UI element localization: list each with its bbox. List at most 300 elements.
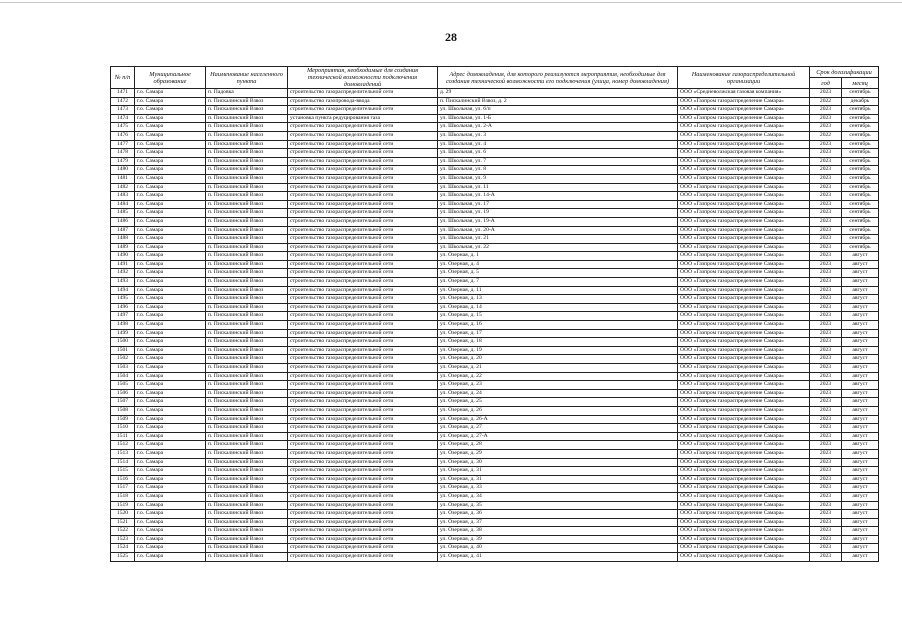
year-cell: 2023 [810, 329, 842, 338]
municipality-cell: г.о. Самара [135, 123, 206, 132]
month-cell: август [842, 406, 879, 415]
address-cell: ул. Озерная, д. 1 [438, 252, 678, 261]
measure-cell: строительство газораспределительной сети [288, 217, 438, 226]
organization-cell: ООО «Газпром газораспределение Самара» [678, 286, 810, 295]
table-row [111, 424, 879, 433]
table-row [111, 449, 879, 458]
measure-cell: строительство газораспределительной сети [288, 312, 438, 321]
address-cell: ул. Школьная, ул. 2-А [438, 123, 678, 132]
row-number: 1506 [111, 389, 135, 398]
row-number: 1484 [111, 200, 135, 209]
row-number: 1489 [111, 243, 135, 252]
table-row [111, 475, 879, 484]
month-cell: сентябрь [842, 243, 879, 252]
address-cell: ул. Школьная, ул. 14-А [438, 192, 678, 201]
header-num: № п/п [111, 67, 135, 89]
row-number: 1477 [111, 140, 135, 149]
year-cell: 2023 [810, 89, 842, 98]
year-cell: 2023 [810, 269, 842, 278]
month-cell: август [842, 329, 879, 338]
connection-schedule-table [110, 66, 879, 562]
address-cell: ул. Школьная, ул. 21 [438, 235, 678, 244]
row-number: 1479 [111, 157, 135, 166]
month-cell: август [842, 544, 879, 553]
table-row [111, 510, 879, 519]
year-cell: 2023 [810, 544, 842, 553]
settlement-cell: п. Пискалинский Взвоз [206, 355, 288, 364]
month-cell: сентябрь [842, 174, 879, 183]
table-row [111, 200, 879, 209]
measure-cell: строительство газораспределительной сети [288, 321, 438, 330]
row-number: 1482 [111, 183, 135, 192]
measure-cell: строительство газораспределительной сети [288, 295, 438, 304]
year-cell: 2023 [810, 157, 842, 166]
table-row [111, 252, 879, 261]
measure-cell: строительство газораспределительной сети [288, 243, 438, 252]
municipality-cell: г.о. Самара [135, 278, 206, 287]
month-cell: сентябрь [842, 183, 879, 192]
organization-cell: ООО «Газпром газораспределение Самара» [678, 140, 810, 149]
municipality-cell: г.о. Самара [135, 192, 206, 201]
municipality-cell: г.о. Самара [135, 492, 206, 501]
month-cell: август [842, 432, 879, 441]
organization-cell: ООО «Газпром газораспределение Самара» [678, 295, 810, 304]
table-row [111, 149, 879, 158]
settlement-cell: п. Пискалинский Взвоз [206, 475, 288, 484]
organization-cell: ООО «Газпром газораспределение Самара» [678, 398, 810, 407]
measure-cell: строительство газораспределительной сети [288, 381, 438, 390]
settlement-cell: п. Пискалинский Взвоз [206, 140, 288, 149]
organization-cell: ООО «Средневолжская газовая компания» [678, 89, 810, 98]
month-cell: сентябрь [842, 217, 879, 226]
year-cell: 2023 [810, 510, 842, 519]
table-row [111, 484, 879, 493]
month-cell: август [842, 501, 879, 510]
table-row [111, 492, 879, 501]
address-cell: ул. Школьная, ул. 6 [438, 149, 678, 158]
table-row [111, 432, 879, 441]
table-row [111, 131, 879, 140]
row-number: 1471 [111, 89, 135, 98]
settlement-cell: п. Пискалинский Взвоз [206, 432, 288, 441]
year-cell: 2023 [810, 406, 842, 415]
measure-cell: строительство газораспределительной сети [288, 123, 438, 132]
settlement-cell: п. Пискалинский Взвоз [206, 252, 288, 261]
address-cell: ул. Озерная, д. 41 [438, 553, 678, 562]
address-cell: ул. Школьная, ул. 11 [438, 183, 678, 192]
row-number: 1511 [111, 432, 135, 441]
measure-cell: строительство газораспределительной сети [288, 174, 438, 183]
measure-cell: строительство газораспределительной сети [288, 252, 438, 261]
organization-cell: ООО «Газпром газораспределение Самара» [678, 312, 810, 321]
settlement-cell: п. Пискалинский Взвоз [206, 544, 288, 553]
measure-cell: строительство газораспределительной сети [288, 166, 438, 175]
municipality-cell: г.о. Самара [135, 329, 206, 338]
month-cell: август [842, 467, 879, 476]
organization-cell: ООО «Газпром газораспределение Самара» [678, 389, 810, 398]
year-cell: 2022 [810, 97, 842, 106]
month-cell: сентябрь [842, 114, 879, 123]
table-row [111, 89, 879, 98]
month-cell: август [842, 381, 879, 390]
row-number: 1508 [111, 406, 135, 415]
municipality-cell: г.о. Самара [135, 398, 206, 407]
address-cell: ул. Озерная, д. 39 [438, 535, 678, 544]
table-row [111, 260, 879, 269]
row-number: 1515 [111, 467, 135, 476]
municipality-cell: г.о. Самара [135, 346, 206, 355]
address-cell: ул. Озерная, д. 19 [438, 346, 678, 355]
month-cell: август [842, 553, 879, 562]
municipality-cell: г.о. Самара [135, 355, 206, 364]
year-cell: 2023 [810, 321, 842, 330]
address-cell: ул. Озерная, д. 23 [438, 381, 678, 390]
municipality-cell: г.о. Самара [135, 243, 206, 252]
municipality-cell: г.о. Самара [135, 441, 206, 450]
year-cell: 2023 [810, 217, 842, 226]
municipality-cell: г.о. Самара [135, 149, 206, 158]
row-number: 1492 [111, 269, 135, 278]
month-cell: август [842, 475, 879, 484]
table-row [111, 174, 879, 183]
organization-cell: ООО «Газпром газораспределение Самара» [678, 338, 810, 347]
year-cell: 2023 [810, 501, 842, 510]
year-cell: 2023 [810, 467, 842, 476]
address-cell: ул. Озерная, д. 11 [438, 286, 678, 295]
municipality-cell: г.о. Самара [135, 424, 206, 433]
month-cell: август [842, 303, 879, 312]
month-cell: сентябрь [842, 131, 879, 140]
address-cell: п. Пискалинский Взвоз, д. 2 [438, 97, 678, 106]
address-cell: ул. Озерная, д. 27-А [438, 432, 678, 441]
month-cell: сентябрь [842, 89, 879, 98]
address-cell: ул. Школьная, ул. 19 [438, 209, 678, 218]
municipality-cell: г.о. Самара [135, 295, 206, 304]
organization-cell: ООО «Газпром газораспределение Самара» [678, 510, 810, 519]
month-cell: сентябрь [842, 123, 879, 132]
municipality-cell: г.о. Самара [135, 312, 206, 321]
municipality-cell: г.о. Самара [135, 389, 206, 398]
municipality-cell: г.о. Самара [135, 269, 206, 278]
municipality-cell: г.о. Самара [135, 364, 206, 373]
table-row [111, 97, 879, 106]
table-row [111, 217, 879, 226]
address-cell: ул. Озерная, д. 27 [438, 424, 678, 433]
address-cell: ул. Озерная, д. 35 [438, 501, 678, 510]
table-row [111, 467, 879, 476]
organization-cell: ООО «Газпром газораспределение Самара» [678, 467, 810, 476]
table-row [111, 458, 879, 467]
address-cell: ул. Озерная, д. 13 [438, 295, 678, 304]
organization-cell: ООО «Газпром газораспределение Самара» [678, 235, 810, 244]
month-cell: август [842, 492, 879, 501]
measure-cell: строительство газораспределительной сети [288, 501, 438, 510]
address-cell: ул. Озерная, д. 7 [438, 278, 678, 287]
municipality-cell: г.о. Самара [135, 406, 206, 415]
table-row [111, 338, 879, 347]
organization-cell: ООО «Газпром газораспределение Самара» [678, 174, 810, 183]
address-cell: ул. Озерная, д. 17 [438, 329, 678, 338]
address-cell: ул. Озерная, д. 26 [438, 406, 678, 415]
month-cell: август [842, 441, 879, 450]
measure-cell: строительство газораспределительной сети [288, 475, 438, 484]
row-number: 1516 [111, 475, 135, 484]
header-address: Адрес домовладения, для которого реализуются мероприятия, необходимые для создания технической возможности его подключения (улица, номер домовладения) [438, 67, 678, 89]
address-cell: ул. Озерная, д. 25 [438, 398, 678, 407]
settlement-cell: п. Пискалинский Взвоз [206, 149, 288, 158]
measure-cell: строительство газораспределительной сети [288, 226, 438, 235]
organization-cell: ООО «Газпром газораспределение Самара» [678, 492, 810, 501]
table-row [111, 364, 879, 373]
row-number: 1518 [111, 492, 135, 501]
organization-cell: ООО «Газпром газораспределение Самара» [678, 346, 810, 355]
settlement-cell: п. Пискалинский Взвоз [206, 192, 288, 201]
measure-cell: строительство газораспределительной сети [288, 398, 438, 407]
address-cell: ул. Озерная, д. 21 [438, 364, 678, 373]
table-row [111, 209, 879, 218]
table-row [111, 183, 879, 192]
address-cell: ул. Озерная, д. 5 [438, 269, 678, 278]
month-cell: август [842, 269, 879, 278]
row-number: 1493 [111, 278, 135, 287]
organization-cell: ООО «Газпром газораспределение Самара» [678, 123, 810, 132]
settlement-cell: п. Пискалинский Взвоз [206, 235, 288, 244]
year-cell: 2023 [810, 295, 842, 304]
month-cell: август [842, 260, 879, 269]
settlement-cell: п. Пискалинский Взвоз [206, 278, 288, 287]
row-number: 1490 [111, 252, 135, 261]
year-cell: 2023 [810, 140, 842, 149]
row-number: 1519 [111, 501, 135, 510]
month-cell: август [842, 286, 879, 295]
settlement-cell: п. Пискалинский Взвоз [206, 553, 288, 562]
row-number: 1487 [111, 226, 135, 235]
measure-cell: строительство газораспределительной сети [288, 458, 438, 467]
row-number: 1522 [111, 527, 135, 536]
settlement-cell: п. Пискалинский Взвоз [206, 518, 288, 527]
municipality-cell: г.о. Самара [135, 140, 206, 149]
settlement-cell: п. Пискалинский Взвоз [206, 312, 288, 321]
measure-cell: строительство газораспределительной сети [288, 364, 438, 373]
row-number: 1499 [111, 329, 135, 338]
organization-cell: ООО «Газпром газораспределение Самара» [678, 449, 810, 458]
row-number: 1520 [111, 510, 135, 519]
month-cell: август [842, 312, 879, 321]
settlement-cell: п. Пискалинский Взвоз [206, 123, 288, 132]
address-cell: ул. Озерная, д. 36 [438, 510, 678, 519]
organization-cell: ООО «Газпром газораспределение Самара» [678, 260, 810, 269]
month-cell: август [842, 535, 879, 544]
row-number: 1480 [111, 166, 135, 175]
month-cell: август [842, 364, 879, 373]
municipality-cell: г.о. Самара [135, 372, 206, 381]
year-cell: 2023 [810, 183, 842, 192]
measure-cell: строительство газораспределительной сети [288, 518, 438, 527]
measure-cell: строительство газораспределительной сети [288, 183, 438, 192]
organization-cell: ООО «Газпром газораспределение Самара» [678, 432, 810, 441]
settlement-cell: п. Пискалинский Взвоз [206, 406, 288, 415]
measure-cell: строительство газораспределительной сети [288, 209, 438, 218]
settlement-cell: п. Пискалинский Взвоз [206, 157, 288, 166]
municipality-cell: г.о. Самара [135, 321, 206, 330]
table-row [111, 157, 879, 166]
municipality-cell: г.о. Самара [135, 467, 206, 476]
settlement-cell: п. Пискалинский Взвоз [206, 372, 288, 381]
scan-edge-line [0, 2, 902, 3]
settlement-cell: п. Пискалинский Взвоз [206, 243, 288, 252]
municipality-cell: г.о. Самара [135, 518, 206, 527]
table-row [111, 441, 879, 450]
municipality-cell: г.о. Самара [135, 544, 206, 553]
organization-cell: ООО «Газпром газораспределение Самара» [678, 252, 810, 261]
month-cell: август [842, 346, 879, 355]
table-row [111, 235, 879, 244]
organization-cell: ООО «Газпром газораспределение Самара» [678, 114, 810, 123]
address-cell: ул. Озерная, д. 29 [438, 449, 678, 458]
table-row [111, 166, 879, 175]
measure-cell: строительство газораспределительной сети [288, 346, 438, 355]
month-cell: август [842, 415, 879, 424]
year-cell: 2023 [810, 235, 842, 244]
year-cell: 2023 [810, 312, 842, 321]
year-cell: 2023 [810, 338, 842, 347]
month-cell: декабрь [842, 97, 879, 106]
table-row [111, 355, 879, 364]
municipality-cell: г.о. Самара [135, 131, 206, 140]
settlement-cell: п. Пискалинский Взвоз [206, 398, 288, 407]
row-number: 1514 [111, 458, 135, 467]
organization-cell: ООО «Газпром газораспределение Самара» [678, 364, 810, 373]
address-cell: ул. Школьная, ул. 19-А [438, 217, 678, 226]
settlement-cell: п. Пискалинский Взвоз [206, 260, 288, 269]
organization-cell: ООО «Газпром газораспределение Самара» [678, 303, 810, 312]
row-number: 1486 [111, 217, 135, 226]
row-number: 1475 [111, 123, 135, 132]
measure-cell: строительство газораспределительной сети [288, 527, 438, 536]
month-cell: сентябрь [842, 226, 879, 235]
organization-cell: ООО «Газпром газораспределение Самара» [678, 406, 810, 415]
settlement-cell: п. Пискалинский Взвоз [206, 364, 288, 373]
month-cell: август [842, 484, 879, 493]
year-cell: 2023 [810, 174, 842, 183]
row-number: 1504 [111, 372, 135, 381]
organization-cell: ООО «Газпром газораспределение Самара» [678, 372, 810, 381]
measure-cell: строительство газораспределительной сети [288, 406, 438, 415]
year-cell: 2023 [810, 243, 842, 252]
address-cell: ул. Озерная, д. 31 [438, 467, 678, 476]
municipality-cell: г.о. Самара [135, 89, 206, 98]
municipality-cell: г.о. Самара [135, 432, 206, 441]
row-number: 1476 [111, 131, 135, 140]
row-number: 1494 [111, 286, 135, 295]
municipality-cell: г.о. Самара [135, 209, 206, 218]
municipality-cell: г.о. Самара [135, 226, 206, 235]
municipality-cell: г.о. Самара [135, 510, 206, 519]
row-number: 1523 [111, 535, 135, 544]
row-number: 1512 [111, 441, 135, 450]
table-row [111, 544, 879, 553]
address-cell: ул. Школьная, ул. 22 [438, 243, 678, 252]
address-cell: д. 29 [438, 89, 678, 98]
month-cell: август [842, 355, 879, 364]
settlement-cell: п. Падовка [206, 89, 288, 98]
settlement-cell: п. Пискалинский Взвоз [206, 303, 288, 312]
header-organization: Наименование газораспределительной организации [678, 67, 810, 89]
year-cell: 2023 [810, 527, 842, 536]
municipality-cell: г.о. Самара [135, 458, 206, 467]
month-cell: август [842, 338, 879, 347]
table-row [111, 303, 879, 312]
address-cell: ул. Озерная, д. 18 [438, 338, 678, 347]
municipality-cell: г.о. Самара [135, 381, 206, 390]
organization-cell: ООО «Газпром газораспределение Самара» [678, 217, 810, 226]
measure-cell: строительство газораспределительной сети [288, 269, 438, 278]
municipality-cell: г.о. Самара [135, 166, 206, 175]
year-cell: 2023 [810, 260, 842, 269]
settlement-cell: п. Пискалинский Взвоз [206, 286, 288, 295]
row-number: 1491 [111, 260, 135, 269]
year-cell: 2023 [810, 106, 842, 115]
year-cell: 2023 [810, 149, 842, 158]
organization-cell: ООО «Газпром газораспределение Самара» [678, 501, 810, 510]
table-header-row [111, 67, 879, 78]
measure-cell: строительство газораспределительной сети [288, 235, 438, 244]
organization-cell: ООО «Газпром газораспределение Самара» [678, 475, 810, 484]
settlement-cell: п. Пискалинский Взвоз [206, 527, 288, 536]
measure-cell: строительство газораспределительной сети [288, 140, 438, 149]
settlement-cell: п. Пискалинский Взвоз [206, 424, 288, 433]
row-number: 1517 [111, 484, 135, 493]
municipality-cell: г.о. Самара [135, 217, 206, 226]
row-number: 1483 [111, 192, 135, 201]
row-number: 1509 [111, 415, 135, 424]
settlement-cell: п. Пискалинский Взвоз [206, 381, 288, 390]
month-cell: август [842, 295, 879, 304]
year-cell: 2023 [810, 553, 842, 562]
measure-cell: строительство газораспределительной сети [288, 449, 438, 458]
address-cell: ул. Школьная, ул. 8 [438, 166, 678, 175]
organization-cell: ООО «Газпром газораспределение Самара» [678, 321, 810, 330]
month-cell: сентябрь [842, 157, 879, 166]
settlement-cell: п. Пискалинский Взвоз [206, 321, 288, 330]
month-cell: август [842, 449, 879, 458]
organization-cell: ООО «Газпром газораспределение Самара» [678, 192, 810, 201]
municipality-cell: г.о. Самара [135, 183, 206, 192]
address-cell: ул. Школьная, ул. 20-А [438, 226, 678, 235]
table-row [111, 114, 879, 123]
settlement-cell: п. Пискалинский Взвоз [206, 467, 288, 476]
row-number: 1481 [111, 174, 135, 183]
address-cell: ул. Озерная, д. 40 [438, 544, 678, 553]
month-cell: август [842, 398, 879, 407]
measure-cell: строительство газораспределительной сети [288, 484, 438, 493]
year-cell: 2023 [810, 200, 842, 209]
measure-cell: строительство газораспределительной сети [288, 157, 438, 166]
table-row [111, 372, 879, 381]
month-cell: сентябрь [842, 166, 879, 175]
settlement-cell: п. Пискалинский Взвоз [206, 200, 288, 209]
row-number: 1510 [111, 424, 135, 433]
row-number: 1502 [111, 355, 135, 364]
measure-cell: строительство газораспределительной сети [288, 329, 438, 338]
organization-cell: ООО «Газпром газораспределение Самара» [678, 226, 810, 235]
municipality-cell: г.о. Самара [135, 235, 206, 244]
municipality-cell: г.о. Самара [135, 527, 206, 536]
year-cell: 2023 [810, 535, 842, 544]
municipality-cell: г.о. Самара [135, 252, 206, 261]
table-row [111, 415, 879, 424]
table-row [111, 518, 879, 527]
